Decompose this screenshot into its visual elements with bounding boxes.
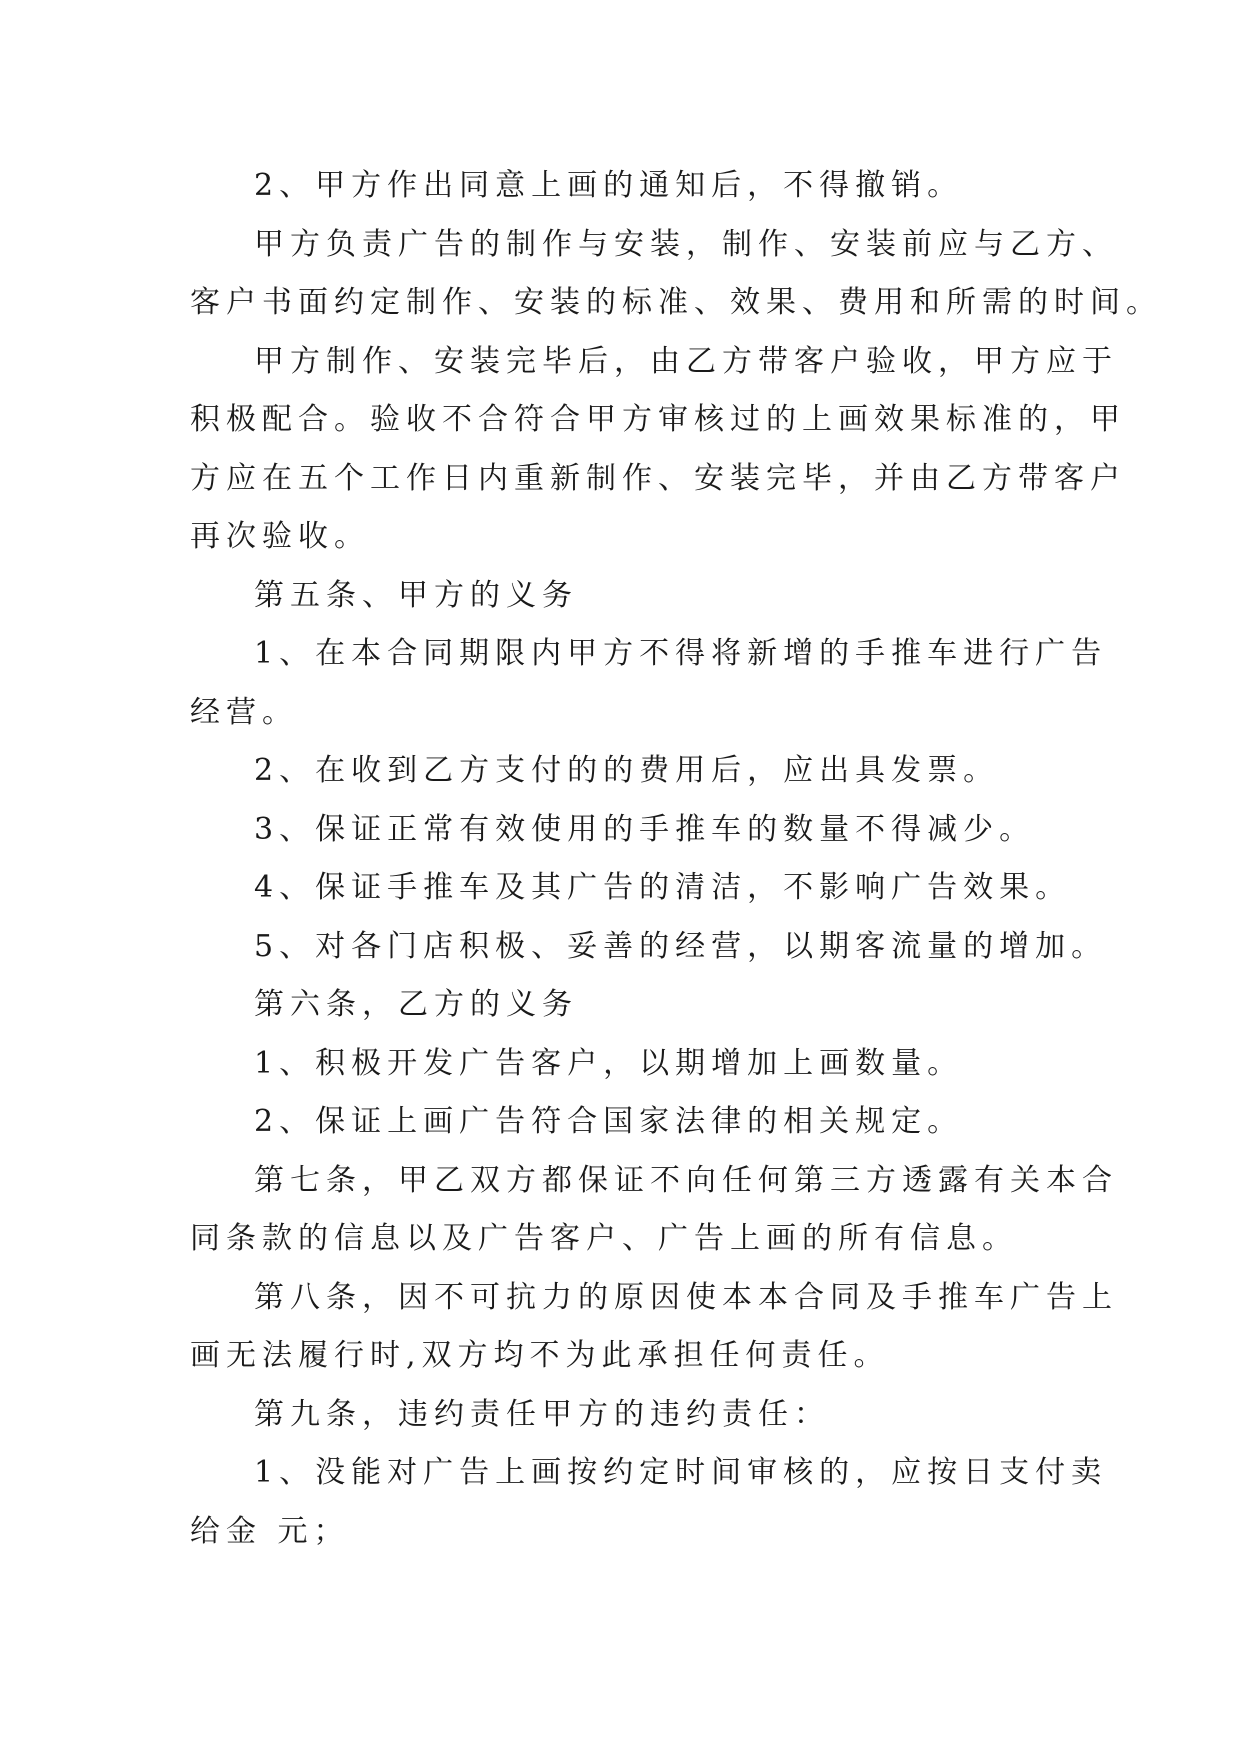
section-heading: 第五条、甲方的义务 [254,577,578,613]
paragraph-line: 2、保证上画广告符合国家法律的相关规定。 [254,1104,964,1139]
paragraph-line: 第七条，甲乙双方都保证不向任何第三方透露有关本合 [254,1162,1118,1198]
paragraph-line: 画无法履行时,双方均不为此承担任何责任。 [190,1338,890,1373]
paragraph-line: 1、积极开发广告客户，以期增加上画数量。 [254,1045,964,1081]
paragraph-line: 1、没能对广告上画按约定时间审核的，应按日支付卖 [254,1455,1108,1490]
paragraph-line: 经营。 [190,694,298,730]
paragraph-line: 1、在本合同期限内甲方不得将新增的手推车进行广告 [254,636,1108,671]
paragraph-line: 再次验收。 [190,519,370,554]
section-heading: 第九条，违约责任甲方的违约责任： [254,1396,830,1432]
paragraph-line: 5、对各门店积极、妥善的经营，以期客流量的增加。 [254,928,1108,964]
paragraph-line: 同条款的信息以及广告客户、广告上画的所有信息。 [190,1221,1018,1256]
paragraph-line: 给金 元； [190,1513,350,1549]
paragraph-line: 客户书面约定制作、安装的标准、效果、费用和所需的时间。 [190,285,1162,320]
document-body [190,157,1162,1561]
paragraph-line: 方应在五个工作日内重新制作、安装完毕，并由乙方带客户 [190,460,1126,496]
paragraph-line: 4、保证手推车及其广告的清洁，不影响广告效果。 [254,870,1072,905]
section-heading: 第六条，乙方的义务 [254,987,578,1022]
paragraph-line: 3、保证正常有效使用的手推车的数量不得减少。 [254,811,1036,847]
paragraph-line: 甲方制作、安装完毕后，由乙方带客户验收，甲方应于 [254,343,1118,379]
paragraph-line: 积极配合。验收不合符合甲方审核过的上画效果标准的，甲 [190,402,1126,437]
paragraph-line: 第八条，因不可抗力的原因使本本合同及手推车广告上 [254,1279,1118,1315]
paragraph-line: 甲方负责广告的制作与安装，制作、安装前应与乙方、 [254,226,1118,262]
paragraph-line: 2、甲方作出同意上画的通知后，不得撤销。 [254,168,964,203]
paragraph-line: 2、在收到乙方支付的的费用后，应出具发票。 [254,753,1000,788]
